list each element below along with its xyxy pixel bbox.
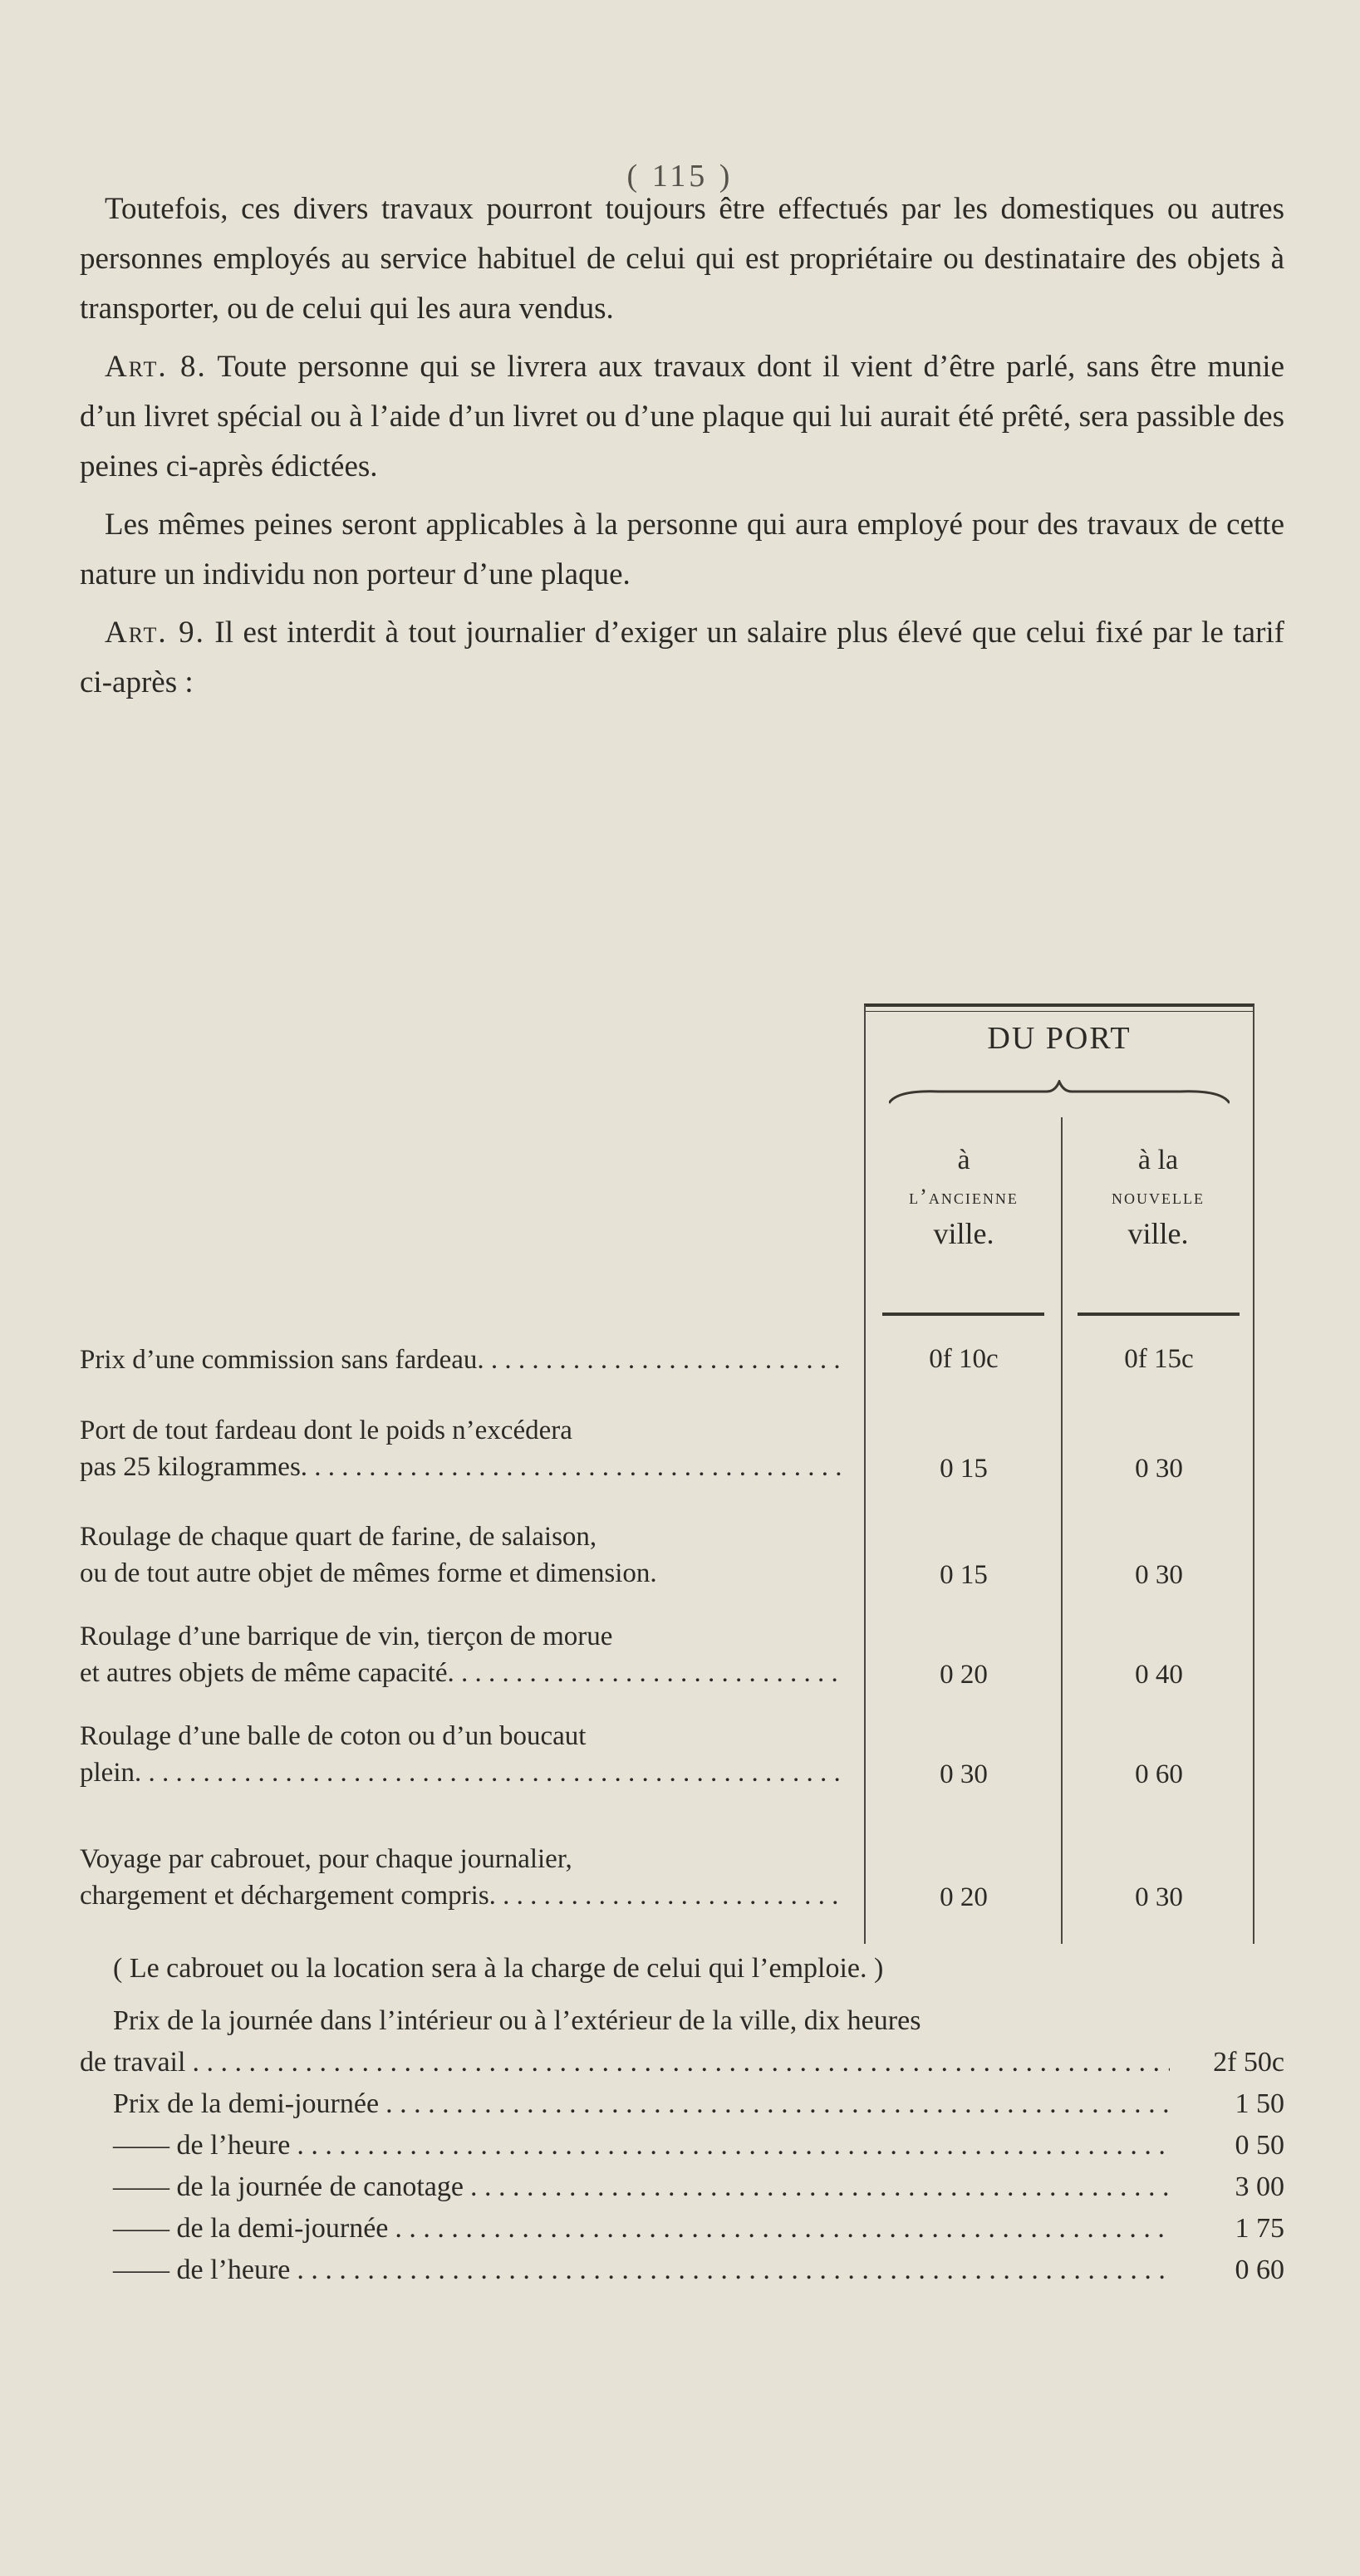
- table-top-rule: [864, 1003, 1254, 1007]
- price-list: [80, 2000, 1284, 2291]
- price-intro: Prix de la journée dans l’intérieur ou à l’extérieur de la ville, dix heures: [113, 2005, 921, 2036]
- table-cell-value: 0f 10c: [929, 1344, 999, 1374]
- table-row-label: Port de tout fardeau dont le poids n’excédera pas 25 kilogrammes . . .: [80, 1412, 844, 1485]
- table-cell-value: 0 40: [1135, 1660, 1183, 1690]
- column-header-nouvelle: à la nouvelle ville.: [1112, 1145, 1205, 1250]
- table-row-label: Prix d’une commission sans fardeau . . .: [80, 1342, 844, 1378]
- table-left-rule: [864, 1005, 866, 1944]
- price-line: —— de l’heure . . . 0 60: [80, 2250, 1284, 2291]
- table-cell-value: 0 20: [940, 1660, 988, 1690]
- price-line: —— de la demi-journée . . . 1 75: [80, 2208, 1284, 2250]
- table-cell-value: 0 30: [1135, 1454, 1183, 1484]
- paragraph-article-9: Art. 9. Il est interdit à tout journalier d’exiger un salaire plus élevé que celui fixé par le tarif ci-après :: [80, 616, 1284, 699]
- table-row-label: Roulage d’une barrique de vin, tierçon de morue et autres objets de même capacité . . .: [80, 1618, 844, 1691]
- body-text: [80, 184, 1284, 716]
- table-top-rule-thin: [864, 1011, 1254, 1012]
- price-line: Prix de la demi-journée . . . 1 50: [80, 2083, 1284, 2125]
- table-row-label: Voyage par cabrouet, pour chaque journalier, chargement et déchargement compris . . .: [80, 1841, 844, 1914]
- price-line: de travail . . . 2f 50c: [80, 2042, 1284, 2083]
- table-cell-value: 0f 15c: [1124, 1344, 1194, 1374]
- paragraph-article-8: Art. 8. Toute personne qui se livrera aux travaux dont il vient d’être parlé, sans être munie d’un livret spécial ou à l’aide d’un livret ou d’une plaque qui lui aurait été prêté, sera passible des peines ci-après édictées.: [80, 350, 1284, 483]
- table-cell-value: 0 30: [1135, 1882, 1183, 1912]
- article-9-label: Art. 9.: [105, 616, 205, 650]
- table-row-label: Roulage de chaque quart de farine, de salaison, ou de tout autre objet de mêmes forme et dimension.: [80, 1522, 657, 1588]
- table-cell-value: 0 60: [1135, 1759, 1183, 1789]
- paragraph-penalties: Les mêmes peines seront applicables à la personne qui aura employé pour des travaux de cette nature un individu non porteur d’une plaque.: [80, 508, 1284, 591]
- table-cell-value: 0 15: [940, 1560, 988, 1590]
- article-8-label: Art. 8.: [105, 350, 207, 384]
- page-number: ( 115 ): [626, 159, 734, 194]
- price-line: —— de la journée de canotage . . . 3 00: [80, 2166, 1284, 2208]
- column-header-ancienne: à l’ancienne ville.: [909, 1145, 1019, 1250]
- table-header: DU PORT: [987, 1021, 1132, 1056]
- table-cell-value: 0 15: [940, 1454, 988, 1484]
- column-rule-2: [1078, 1313, 1240, 1316]
- price-line: —— de l’heure . . . 0 50: [80, 2125, 1284, 2166]
- table-row-label: Roulage d’une balle de coton ou d’un boucaut plein . . .: [80, 1718, 844, 1791]
- paragraph-intro: Toutefois, ces divers travaux pourront toujours être effectués par les domestiques ou autres personnes employés au service habituel de celui qui est propriétaire ou destinataire des objets à transporter, ou de celui qui les aura vendus.: [80, 192, 1284, 326]
- table-middle-rule: [1061, 1117, 1063, 1944]
- table-cell-value: 0 30: [940, 1759, 988, 1789]
- column-rule-1: [882, 1313, 1044, 1316]
- table-cell-value: 0 20: [940, 1882, 988, 1912]
- brace-icon: [889, 1080, 1230, 1105]
- cabrouet-note: ( Le cabrouet ou la location sera à la charge de celui qui l’emploie. ): [113, 1953, 884, 1984]
- table-cell-value: 0 30: [1135, 1560, 1183, 1590]
